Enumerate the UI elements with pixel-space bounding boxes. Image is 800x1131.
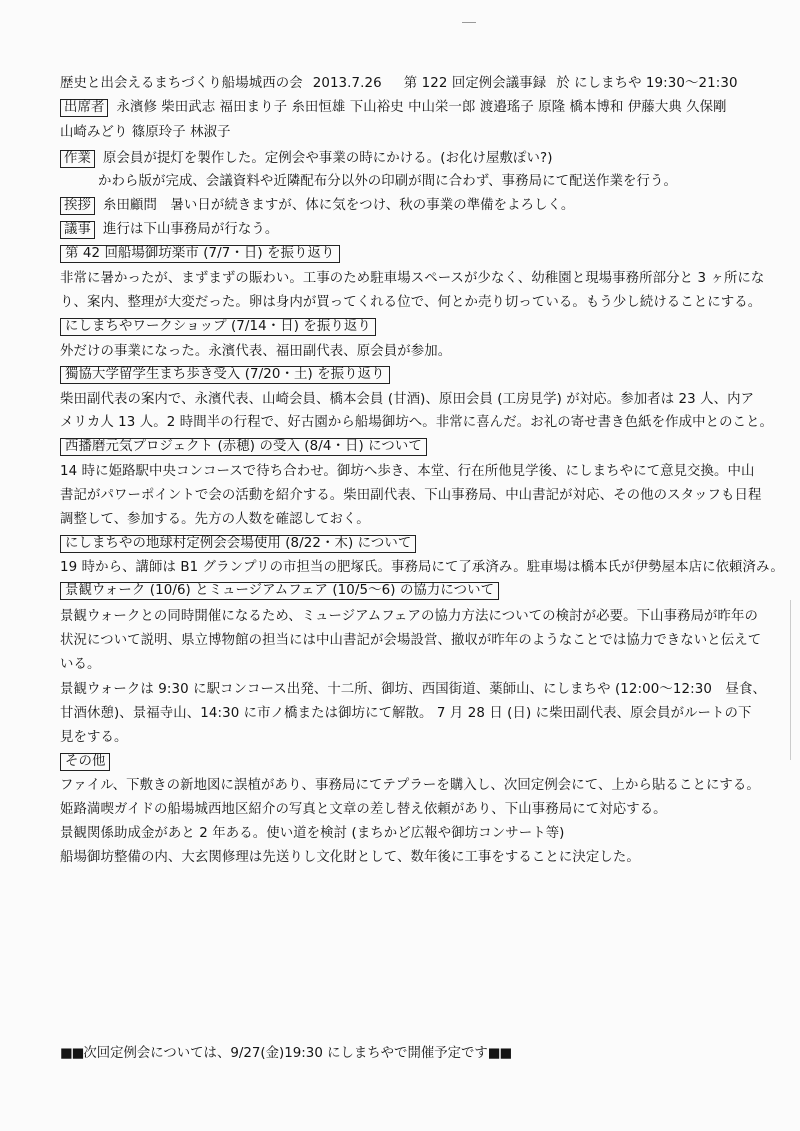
section-text: いる。 <box>60 657 101 672</box>
section-text: り、案内、整理が大変だった。卵は身内が買ってくれる位で、何とか売り切っている。もう少し続けることにする。 <box>60 295 762 310</box>
next-meeting-footer <box>60 1045 780 1063</box>
section-heading <box>60 535 780 553</box>
agenda-label: 議事 <box>60 221 95 239</box>
section-heading <box>60 366 780 384</box>
section-text: 柴田副代表の案内で、永濱代表、山崎会員、橋本会員 (甘酒)、原田会員 (工房見学) が対応。参加者は 23 人、内ア <box>60 392 755 407</box>
meeting-title: 第 122 回定例会議事録 <box>403 76 547 91</box>
section-heading <box>60 582 780 600</box>
greeting-text: 糸田顧問 暑い日が続きますが、体に気をつけ、秋の事業の準備をよろしく。 <box>102 198 575 213</box>
section-heading <box>60 245 780 263</box>
section-text: 景観ウォークは 9:30 に駅コンコース出発、十二所、御坊、西国街道、薬師山、にしまちや (12:00～12:30 昼食、 <box>60 682 766 697</box>
work-line-2 <box>98 173 800 191</box>
section-heading <box>60 438 780 456</box>
work-line-1 <box>60 150 780 168</box>
section-text: 書記がパワーポイントで会の活動を紹介する。柴田副代表、下山事務局、中山書記が対応、その他のスタッフも日程 <box>60 488 762 503</box>
section-title: 第 42 回船場御坊楽市 (7/7・日) を振り返り <box>60 245 340 263</box>
section-text: 景観ウォークとの同時開催になるため、ミュージアムフェアの協力方法についての検討が必要。下山事務局が昨年の <box>60 609 759 624</box>
section-text: 船場御坊整備の内、大玄関修理は先送りし文化財として、数年後に工事をすることに決定した。 <box>60 850 640 865</box>
section-title: にしまちやの地球村定例会会場使用 (8/22・木) について <box>60 535 416 553</box>
section-title: その他 <box>60 753 110 771</box>
footer-squares-left: ■■ <box>60 1046 84 1061</box>
attendees-line-1 <box>60 99 780 117</box>
work-text-2: かわら版が完成、会議資料や近隣配布分以外の印刷が間に合わず、事務局にて配送作業を行う。 <box>98 174 678 189</box>
section-title: にしまちやワークショップ (7/14・日) を振り返り <box>60 318 376 336</box>
section-text: 非常に暑かったが、まずまずの賑わい。工事のため駐車場スペースが少なく、幼稚園と現場事務所部分と 3 ヶ所にな <box>60 271 765 286</box>
footer-text: 次回定例会については、9/27(金)19:30 にしまちやで開催予定です <box>83 1046 488 1061</box>
section-text: 状況について説明、県立博物館の担当には中山書記が会場設営、撤収が昨年のようなことでは協力できないと伝えて <box>60 633 762 648</box>
section-title: 獨協大学留学生まち歩き受入 (7/20・土) を振り返り <box>60 366 390 384</box>
section-title: 景観ウォーク (10/6) とミュージアムフェア (10/5～6) の協力について <box>60 582 499 600</box>
agenda-line <box>60 221 780 239</box>
section-text: 外だけの事業になった。永濱代表、福田副代表、原会員が参加。 <box>60 344 452 359</box>
meeting-date: 2013.7.26 <box>312 76 382 91</box>
section-heading <box>60 318 780 336</box>
greeting-line <box>60 197 780 215</box>
section-text: 甘酒休憩)、景福寺山、14:30 に市ノ橋または御坊にて解散。 7 月 28 日 (日) に柴田副代表、原会員がルートの下 <box>60 706 752 721</box>
work-label: 作業 <box>60 150 95 168</box>
org-name: 歴史と出会えるまちづくり船場城西の会 <box>60 76 303 91</box>
attendees-line-2 <box>60 124 780 142</box>
section-text: 見をする。 <box>60 730 128 745</box>
section-text: メリカ人 13 人。2 時間半の行程で、好古園から船場御坊へ。非常に喜んだ。お礼の寄せ書き色紙を作成中とのこと。 <box>60 415 774 430</box>
section-text: 姫路満喫ガイドの船場城西地区紹介の写真と文章の差し替え依頼があり、下山事務局にて対応する。 <box>60 802 667 817</box>
attendees-names-2: 山崎みどり 篠原玲子 林淑子 <box>60 125 231 140</box>
section-text: 景観関係助成金があと 2 年ある。使い道を検討 (まちかど広報や御坊コンサート等) <box>60 826 565 841</box>
header-line <box>60 75 780 93</box>
footer-squares-right: ■■ <box>487 1046 512 1061</box>
section-text: ファイル、下敷きの新地図に誤植があり、事務局にてテプラーを購入し、次回定例会にて、上から貼ることにする。 <box>60 778 760 793</box>
section-heading <box>60 753 780 771</box>
section-text: 19 時から、講師は B1 グランプリの市担当の肥塚氏。事務局にて了承済み。駐車場は橋本氏が伊勢屋本店に依頼済み。 <box>60 560 784 575</box>
work-text-1: 原会員が提灯を製作した。定例会や事業の時にかける。(お化け屋敷ぽい?) <box>102 151 553 166</box>
scan-mark-top <box>462 22 476 23</box>
attendees-label: 出席者 <box>60 99 108 117</box>
meeting-place: 於 にしまちや 19:30～21:30 <box>556 76 738 91</box>
section-title: 西播磨元気プロジェクト (赤穂) の受入 (8/4・日) について <box>60 438 427 456</box>
section-text: 調整して、参加する。先方の人数を確認しておく。 <box>60 512 370 527</box>
greeting-label: 挨拶 <box>60 197 95 215</box>
scan-mark-right <box>790 600 791 760</box>
attendees-names-1: 永濱修 柴田武志 福田まり子 糸田恒雄 下山裕史 中山栄一郎 渡邉瑤子 原隆 橋本博和 伊藤大典 久保剛 <box>116 100 727 115</box>
agenda-text: 進行は下山事務局が行なう。 <box>102 222 279 237</box>
section-text: 14 時に姫路駅中央コンコースで待ち合わせ。御坊へ歩き、本堂、行在所他見学後、にしまちやにて意見交換。中山 <box>60 464 755 479</box>
